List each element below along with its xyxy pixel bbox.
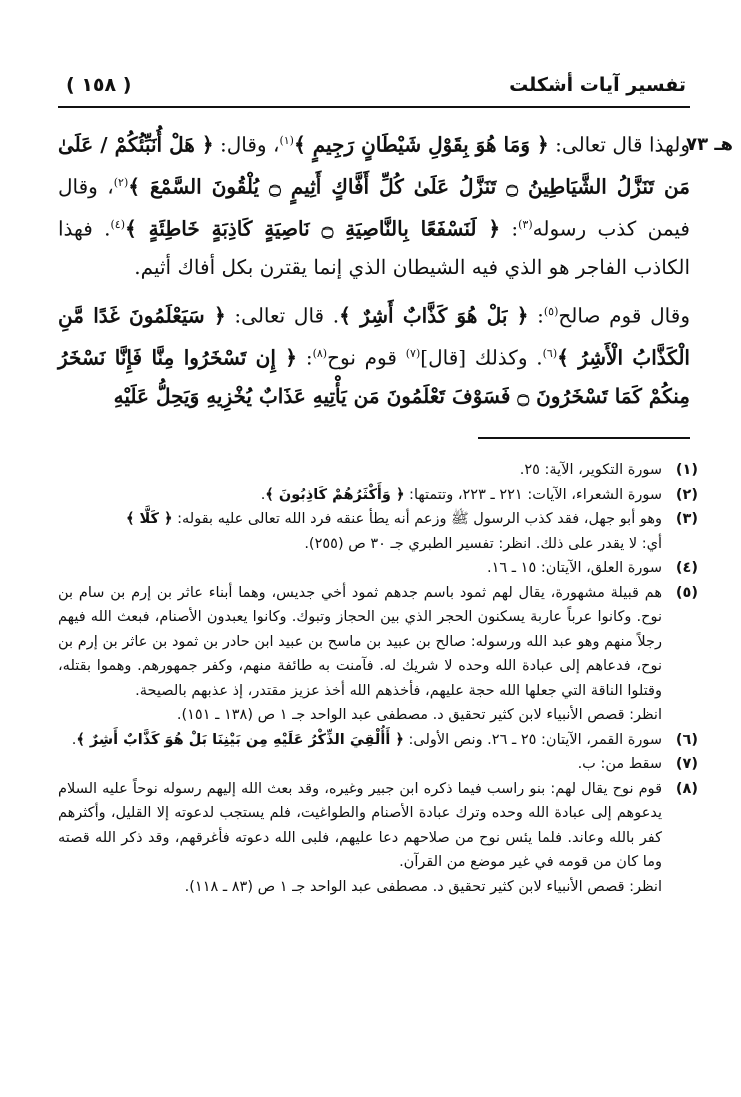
footnote-number: (٢)	[675, 486, 698, 503]
page-header	[58, 70, 690, 104]
text-run: هم قبيلة مشهورة، يقال لهم ثمود باسم جدهم ثمود أخي جديس، وهما أبناء عاثر بن إرم بن سام بن نوح. وكانوا عرباً عاربة يسكنون الحجر الذي بين الحجاز وتبوك. وكانوا يعبدون الأصنام، فبعث الله فيهم رجلاً منهم وهو عبد الله ورسوله: صالح بن عبيد بن ماسح بن عبيد ابن حادر بن ثمود بن عاثر بن إرم بن نوح، فدعاهم إلى عبادة الله وحده لا شريك له. فآمنت به طائفة منهم، وكفر جمهورهم. وهموا بقتله، وقتلوا الناقة التي جعلها الله حجة عليهم، فأخذهم الله أخذ عزيز مقتدر، إذ عذبهم بالصيحة.	[58, 584, 662, 699]
running-title: تفسير آيات أشكلت	[509, 74, 686, 96]
footnote-rule	[478, 437, 690, 439]
text-run: سورة العلق، الآيتان: ١٥ ـ ١٦.	[487, 560, 662, 576]
quran-verse: ﴿ وَأَكْثَرُهُمْ كَاذِبُونَ ﴾	[265, 486, 405, 503]
quran-verse: ﴿ كَلَّا ﴾	[126, 511, 173, 527]
footnote-ref: (٦)	[542, 347, 558, 361]
quran-verse: ﴿ وَمَا هُوَ بِقَوْلِ شَيْطَانٍ رَجِيمٍ ﴾	[293, 132, 549, 157]
body-paragraph	[58, 122, 690, 287]
footnote-line	[58, 728, 662, 753]
footnote-ref: (٥)	[543, 304, 559, 318]
footnote	[58, 458, 698, 483]
footnote-number: (٨)	[675, 780, 698, 797]
footnote-ref: (١)	[279, 134, 294, 147]
header-rule	[58, 106, 690, 108]
text-run: انظر: قصص الأنبياء لابن كثير تحقيق د. مصطفى عبد الواحد جـ ١ ص (٨٣ ـ ١١٨).	[184, 878, 662, 895]
footnote-number: (٧)	[675, 756, 698, 772]
footnote-ref: (٣)	[518, 218, 533, 232]
footnote-line	[58, 507, 662, 532]
footnote	[58, 777, 698, 900]
text-run: :	[297, 345, 313, 370]
footnote-ref: (٨)	[312, 347, 328, 361]
footnote-ref: (٧)	[405, 347, 421, 361]
text-run: أي: لا يقدر على ذلك. انظر: تفسير الطبري جـ ٣٠ ص (٢٥٥).	[304, 535, 662, 552]
footnote	[58, 581, 698, 728]
footnote-number: (٤)	[675, 560, 698, 576]
quran-verse: ﴿ بَلْ هُوَ كَذَّابٌ أَشِرٌ ﴾	[339, 303, 529, 328]
footnote-line	[58, 556, 662, 581]
text-run: وهو أبو جهل، فقد كذب الرسول ﷺ وزعم أنه يطأ عنقه فرد الله تعالى عليه بقوله:	[172, 511, 662, 527]
text-run: .	[71, 731, 77, 748]
footnote-text	[58, 752, 662, 777]
text-run: سورة القمر، الآيتان: ٢٥ ـ ٢٦. ونص الأولى:	[403, 731, 662, 748]
body-paragraph	[58, 293, 690, 416]
footnote-ref: (٤)	[110, 218, 125, 232]
footnote-line	[58, 777, 662, 875]
body-text	[58, 122, 690, 422]
quran-verse: ﴿ سَيَعْلَمُونَ غَدًا مَّنِ الْكَذَّابُ الْأَشِرُ ﴾	[58, 303, 690, 370]
footnote-line	[58, 752, 662, 777]
footnote-number: (٥)	[675, 584, 698, 601]
text-run: :	[500, 216, 519, 241]
footnote-text	[58, 581, 662, 728]
footnote-line	[58, 875, 662, 900]
quran-verse: ﴿ لَنَسْفَعًا بِالنَّاصِيَةِ ۝ نَاصِيَةٍ كَاذِبَةٍ خَاطِئَةٍ ﴾	[124, 216, 501, 241]
footnote	[58, 507, 698, 556]
text-run: قوم نوح يقال لهم: بنو راسب فيما ذكره ابن جبير وغيره، وقد بعث الله إليهم رسوله نوحاً عليه السلام يدعوهم إلى عبادة الله وحده وترك عبادة الأصنام والطواغيت، فلم يستجب لدعوته إلا القليل، وأكثرهم كفر بالله وعاند. فلما يئس نوح من صلاحهم دعا عليهم، فلبى الله دعوته فأغرقهم، وقد ذكر الله قصته وما كان من قومه في غير موضع من القرآن.	[58, 780, 662, 870]
text-run: سقط من: ب.	[577, 756, 662, 772]
footnote-text	[58, 458, 662, 483]
text-run: انظر: قصص الأنبياء لابن كثير تحقيق د. مصطفى عبد الواحد جـ ١ ص (١٣٨ ـ ١٥١).	[176, 707, 662, 723]
text-run: . وكذلك [قال]	[420, 345, 543, 370]
footnote	[58, 728, 698, 753]
footnotes	[58, 458, 698, 899]
quran-verse: ﴿ هَلْ أُنَبِّئُكُمْ / عَلَىٰ مَن تَنَزَّلُ الشَّيَاطِينُ ۝ تَنَزَّلُ عَلَىٰ كُلِّ أَفَّاكٍ أَثِيمٍ ۝ يُلْقُونَ السَّمْعَ ﴾	[58, 132, 690, 199]
footnote-line	[58, 581, 662, 704]
footnote-number: (٣)	[675, 511, 698, 527]
text-run: قوم نوح	[327, 345, 406, 370]
text-run: سورة الشعراء، الآيات: ٢٢١ ـ ٢٢٣، وتتمتها:	[404, 486, 662, 503]
quran-verse: ﴿ إِن تَسْخَرُوا مِنَّا فَإِنَّا نَسْخَرُ مِنكُمْ كَمَا تَسْخَرُونَ ۝ فَسَوْفَ تَعْلَمُونَ مَن يَأْتِيهِ عَذَابٌ يُخْزِيهِ وَيَحِلُّ عَلَيْهِ	[58, 345, 690, 409]
footnote	[58, 556, 698, 581]
margin-note: هـ ٧٣	[686, 134, 733, 155]
text-run: .	[260, 486, 266, 503]
footnote-text	[58, 483, 662, 508]
footnote-line	[58, 532, 662, 557]
footnote-text	[58, 507, 662, 556]
footnote-text	[58, 728, 662, 753]
footnote-line	[58, 703, 662, 728]
text-run: :	[528, 303, 544, 328]
footnote-ref: (٢)	[113, 176, 129, 190]
footnote-number: (٦)	[675, 731, 698, 748]
footnote-text	[58, 777, 662, 900]
text-run: وقال قوم صالح	[558, 303, 690, 328]
text-run: ، وقال:	[213, 132, 280, 157]
text-run: . فهذا الكاذب الفاجر هو الذي فيه الشيطان الذي إنما يقترن بكل أفاك أثيم.	[58, 216, 690, 280]
footnote-line	[58, 458, 662, 483]
footnote-line	[58, 483, 662, 508]
footnote-text	[58, 556, 662, 581]
footnote	[58, 752, 698, 777]
footnote	[58, 483, 698, 508]
text-run: ولهذا قال تعالى:	[548, 132, 691, 157]
text-run: سورة التكوير، الآية: ٢٥.	[519, 462, 662, 478]
text-run: . قال تعالى:	[225, 303, 340, 328]
page-number: ( ١٥٨ )	[66, 74, 132, 96]
footnote-number: (١)	[675, 462, 698, 478]
quran-verse: ﴿ أَأُلْقِيَ الذِّكْرُ عَلَيْهِ مِن بَيْنِنَا بَلْ هُوَ كَذَّابٌ أَشِرٌ ﴾	[76, 731, 404, 748]
text-run: ، وقال فيمن كذب رسوله	[58, 174, 690, 241]
